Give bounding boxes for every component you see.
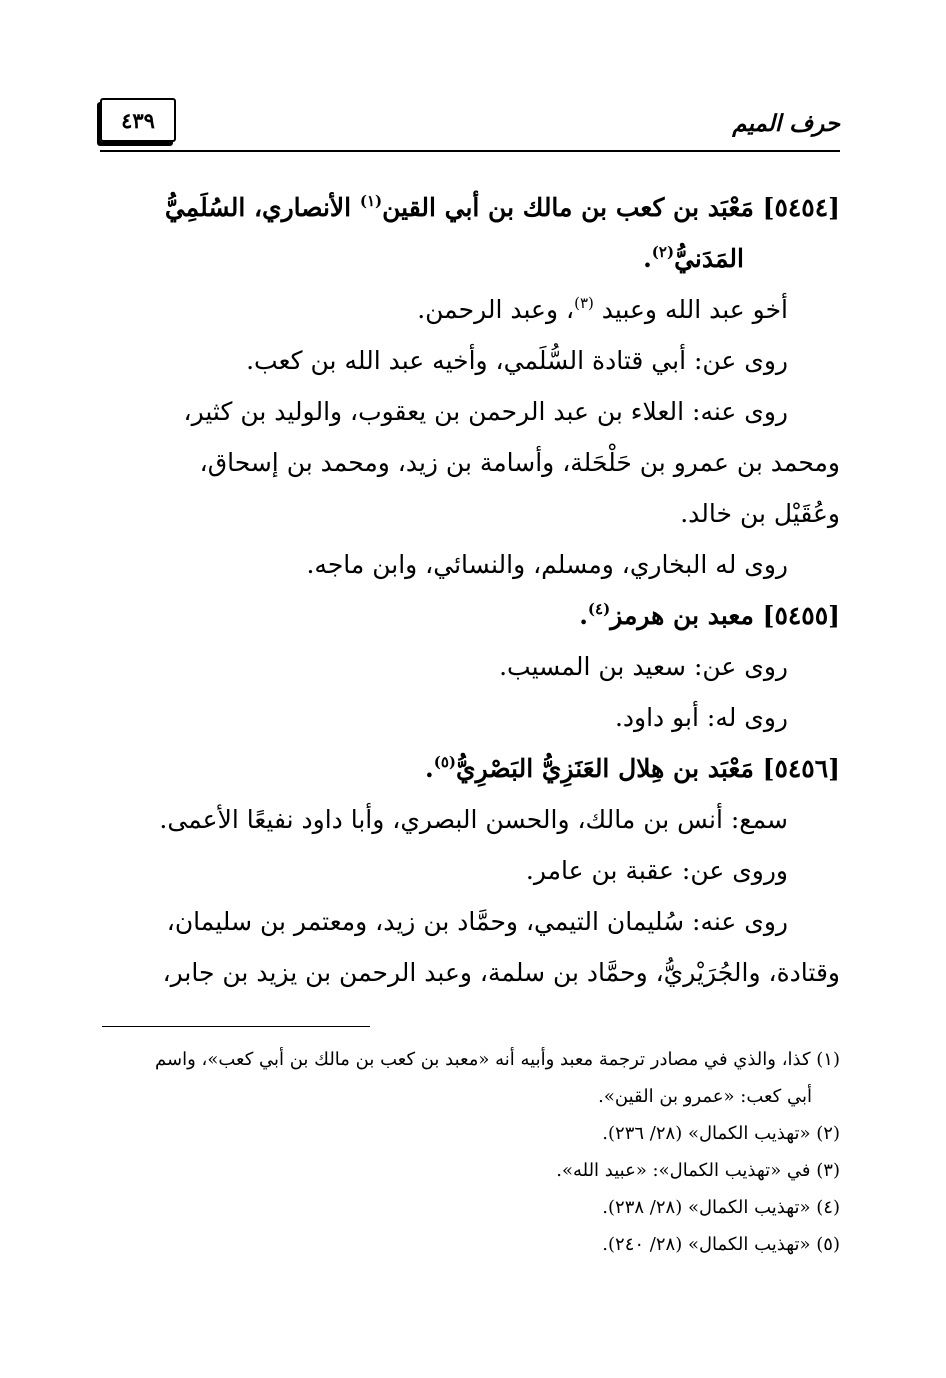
page-number-text: ٤٣٩: [121, 107, 155, 133]
footnote-ref: (٢): [651, 243, 675, 261]
narrators-line: وقتادة، والجُرَيْريُّ، وحمَّاد بن سلمة، وعبد الرحمن بن يزيد بن جابر،: [162, 958, 840, 987]
transmitters-line: روى له البخاري، ومسلم، والنسائي، وابن ماجه.: [306, 550, 788, 579]
entry-line: سمع: أنس بن مالك، والحسن البصري، وأبا داود نفيعًا الأعمى.: [159, 805, 788, 834]
narrators-line: وعُقَيْل بن خالد.: [680, 499, 840, 528]
entry-line: وروى عن: عقبة بن عامر.: [525, 856, 788, 885]
footnotes: [100, 1041, 840, 1263]
footnote-text-cont: أبي كعب: «عمرو بن القين».: [598, 1086, 812, 1107]
page-header: [100, 96, 840, 152]
entry-number: [٥٤٥٦]: [762, 754, 840, 783]
footnote-divider: [102, 1026, 370, 1027]
entry-heading-5454: [٥٤٥٤] مَعْبَد بن كعب بن مالك بن أبي القين$^{(١)}$ الأنصاري، السُلَمِيُّ المَدَنيُّ$^{(٢)}$.: [164, 192, 840, 273]
footnote: [100, 1041, 840, 1115]
footnote-ref: (٥): [433, 753, 456, 771]
entry-line: روى عن: أبي قتادة السُّلَمي، وأخيه عبد الله بن كعب.: [246, 346, 788, 375]
footnote-text: «تهذيب الكمال» (٢٨/ ٢٤٠).: [602, 1234, 811, 1255]
narrators-line: روى عنه: سُليمان التيمي، وحمَّاد بن زيد، ومعتمر بن سليمان،: [166, 907, 788, 936]
page-number: [100, 98, 176, 142]
running-title: حرف الميم: [732, 110, 840, 137]
entry-name: مَعْبَد بن هِلال العَنَزِيُّ البَصْرِيُّ: [456, 754, 754, 783]
footnote: [100, 1189, 840, 1226]
footnote: [100, 1115, 840, 1152]
entry-heading-5456: [٥٤٥٦] مَعْبَد بن هِلال العَنَزِيُّ البَصْرِيُّ$^{(٥)}$.: [425, 753, 840, 783]
footnote: [100, 1226, 840, 1263]
footnote-number: (٢): [816, 1123, 840, 1144]
entry-number: [٥٤٥٤]: [762, 193, 840, 222]
entry-nisba: المَدَنيُّ: [674, 244, 744, 273]
footnote-ref: (١): [359, 192, 383, 210]
entry-line: روى له: أبو داود.: [614, 703, 788, 732]
entry-number: [٥٤٥٥]: [762, 601, 840, 630]
footnote-text: كذا، والذي في مصادر ترجمة معبد وأبيه أنه «معبد بن كعب بن مالك بن أبي كعب»، واسم: [155, 1049, 811, 1070]
footnote: [100, 1152, 840, 1189]
entry-heading-5455: [٥٤٥٥] معبد بن هرمز$^{(٤)}$.: [579, 600, 840, 630]
footnote-number: (٥): [816, 1234, 840, 1255]
page: [100, 96, 840, 1263]
footnote-ref: (٤): [587, 600, 611, 618]
footnote-number: (٤): [816, 1197, 840, 1218]
entry-name-cont: الأنصاري، السُلَمِيُّ: [164, 193, 360, 222]
entry-name: مَعْبَد بن كعب بن مالك بن أبي القين: [382, 193, 754, 222]
page-body: [100, 182, 840, 1263]
entry-line: أخو عبد الله وعبيد $^{(٣)}$، وعبد الرحمن.: [417, 294, 788, 324]
footnote-text: في «تهذيب الكمال»: «عبيد الله».: [556, 1160, 811, 1181]
narrators-line: ومحمد بن عمرو بن حَلْحَلة، وأسامة بن زيد، ومحمد بن إسحاق،: [199, 448, 840, 477]
footnote-number: (٣): [816, 1160, 840, 1181]
entry-name: معبد بن هرمز: [610, 601, 754, 630]
entry-line: روى عن: سعيد بن المسيب.: [499, 652, 788, 681]
footnote-ref: (٣): [574, 294, 594, 312]
footnote-number: (١): [816, 1049, 840, 1070]
footnote-text: «تهذيب الكمال» (٢٨/ ٢٣٦).: [602, 1123, 811, 1144]
narrators-line: روى عنه: العلاء بن عبد الرحمن بن يعقوب، والوليد بن كثير،: [183, 397, 788, 426]
footnote-text: «تهذيب الكمال» (٢٨/ ٢٣٨).: [602, 1197, 811, 1218]
